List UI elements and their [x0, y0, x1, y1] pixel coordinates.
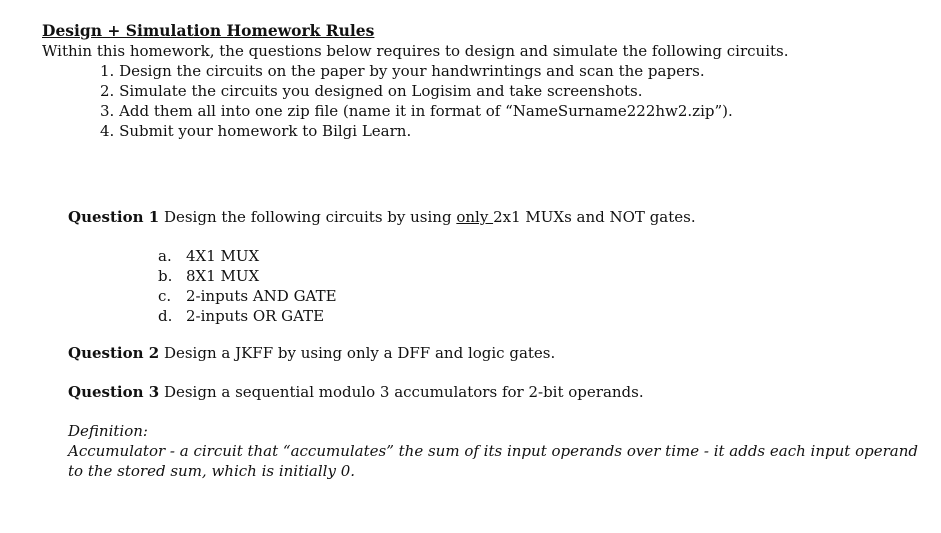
question-1-item [158, 286, 337, 306]
item-text: 2-inputs OR GATE [186, 307, 325, 325]
question-2-label: Question 2 [68, 344, 160, 362]
item-letter: c. [158, 287, 172, 305]
question-3-label: Question 3 [68, 383, 160, 401]
item-text: 2-inputs AND GATE [186, 287, 337, 305]
question-1-item [158, 266, 337, 286]
rules-intro: Within this homework, the questions below requires to design and simulate the following circuits. [42, 42, 789, 60]
question-1-text-after: 2x1 MUXs and NOT gates. [493, 208, 696, 226]
item-text: 4X1 MUX [186, 247, 260, 265]
item-letter: b. [158, 267, 173, 285]
rules-title: Design + Simulation Homework Rules [42, 21, 375, 40]
question-2 [68, 343, 555, 363]
rules-item: 1. Design the circuits on the paper by your handwrintings and scan the papers. [100, 62, 705, 80]
item-text: 8X1 MUX [186, 267, 260, 285]
question-2-text: Design a JKFF by using only a DFF and logic gates. [159, 344, 556, 362]
question-1-item [158, 246, 337, 266]
definition-block [68, 421, 928, 481]
question-1-label: Question 1 [68, 208, 160, 226]
definition-heading: Definition: [68, 422, 148, 440]
question-3-text: Design a sequential modulo 3 accumulators for 2-bit operands. [159, 383, 644, 401]
question-1-text-underlined: only [456, 208, 494, 226]
question-1 [68, 207, 696, 227]
rules-item: 4. Submit your homework to Bilgi Learn. [100, 122, 412, 140]
rules-item: 2. Simulate the circuits you designed on Logisim and take screenshots. [100, 82, 643, 100]
question-1-sublist [158, 246, 337, 326]
item-letter: d. [158, 307, 173, 325]
item-letter: a. [158, 247, 172, 265]
question-3 [68, 382, 644, 402]
definition-body: Accumulator - a circuit that “accumulates” the sum of its input operands over time - it adds each input operand to the stored sum, which is initially 0. [68, 442, 918, 480]
question-1-item [158, 306, 337, 326]
question-1-text-before: Design the following circuits by using [159, 208, 457, 226]
rules-list [100, 61, 733, 141]
rules-item: 3. Add them all into one zip file (name it in format of “NameSurname222hw2.zip”). [100, 102, 733, 120]
